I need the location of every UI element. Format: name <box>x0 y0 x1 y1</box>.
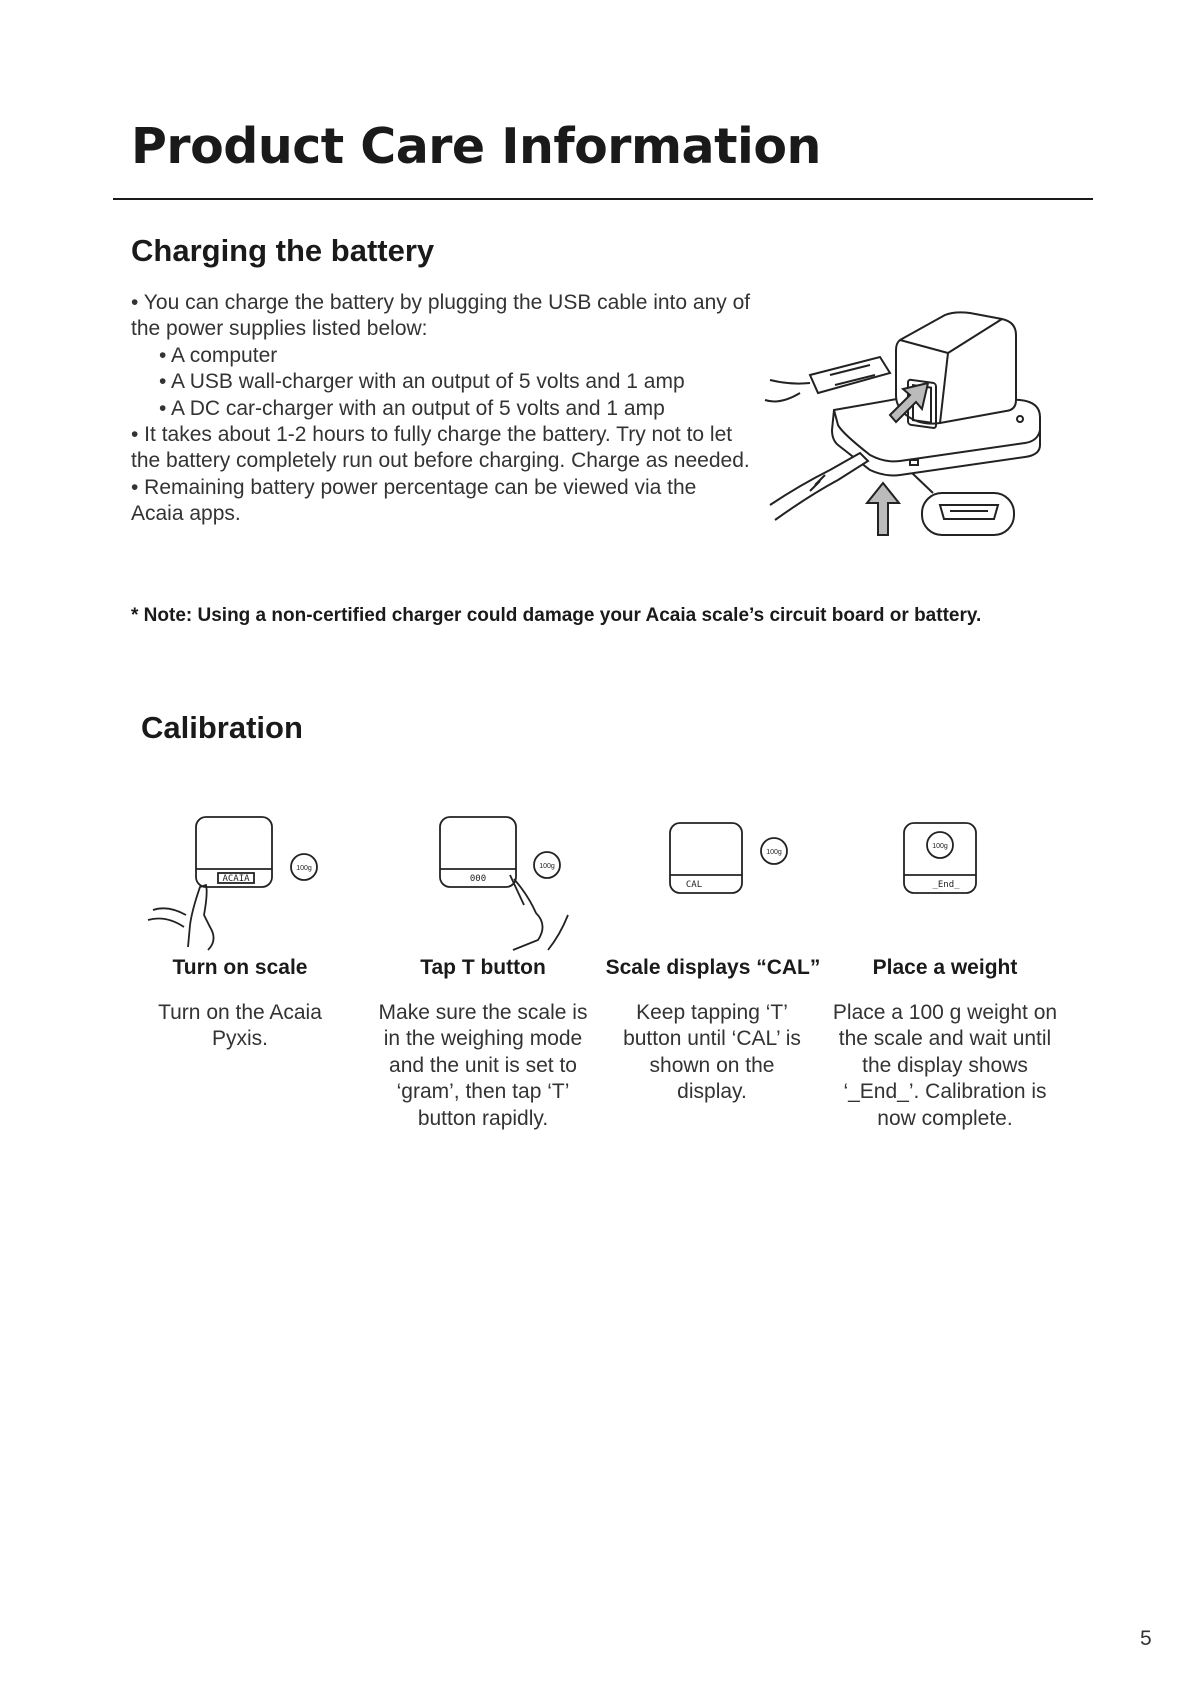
step-4-desc: Place a 100 g weight on the scale and wait until the display shows ‘_End_’. Calibration is now complete. <box>832 1001 1058 1130</box>
charging-bullet-2: • It takes about 1-2 hours to fully charge the battery. Try not to let the battery completely run out before charging. Charge as needed. <box>131 423 750 473</box>
step-1-weight: 100g <box>296 865 312 872</box>
step-3-illustration <box>668 815 798 905</box>
charging-note: * Note: Using a non-certified charger could damage your Acaia scale’s circuit board or battery. <box>131 605 982 626</box>
charging-heading: Charging the battery <box>131 233 435 268</box>
page-title: Product Care Information <box>131 118 821 175</box>
step-1-illustration <box>148 815 328 955</box>
page-number: 5 <box>1140 1627 1152 1650</box>
step-2-illustration <box>388 815 578 955</box>
step-2-weight: 100g <box>539 863 555 870</box>
step-1-display: ACAIA <box>222 874 250 884</box>
step-4-display: _End_ <box>932 880 960 890</box>
charging-instructions <box>131 290 751 528</box>
step-4-weight: 100g <box>932 843 948 850</box>
step-1-title: Turn on scale <box>172 956 308 979</box>
charging-bullet-3: • Remaining battery power percentage can be viewed via the Acaia apps. <box>131 475 697 526</box>
charging-illustration <box>770 305 1050 545</box>
step-2-title: Tap T button <box>420 956 546 979</box>
step-3-desc: Keep tapping ‘T’ button until ‘CAL’ is shown on the display. <box>623 1001 801 1104</box>
step-4-title: Place a weight <box>872 956 1018 979</box>
charging-bullet-1: • You can charge the battery by plugging the USB cable into any of the power supplies listed below: <box>131 291 751 341</box>
calibration-heading: Calibration <box>141 710 303 745</box>
charging-sub-wall-charger: • A USB wall-charger with an output of 5 volts and 1 amp <box>159 370 685 394</box>
title-divider <box>113 198 1093 200</box>
step-4-illustration <box>900 815 990 905</box>
step-2-display: 000 <box>469 874 487 884</box>
charging-sub-computer: • A computer <box>159 343 278 367</box>
step-2-desc: Make sure the scale is in the weighing mode and the unit is set to ‘gram’, then tap ‘T’ button rapidly. <box>378 1001 588 1130</box>
step-3-display: CAL <box>685 880 703 890</box>
step-3-weight: 100g <box>766 849 782 856</box>
step-1-desc: Turn on the Acaia Pyxis. <box>158 1001 322 1051</box>
step-3-title: Scale displays “CAL” <box>605 956 821 979</box>
charging-sub-car-charger: • A DC car-charger with an output of 5 volts and 1 amp <box>159 396 665 420</box>
